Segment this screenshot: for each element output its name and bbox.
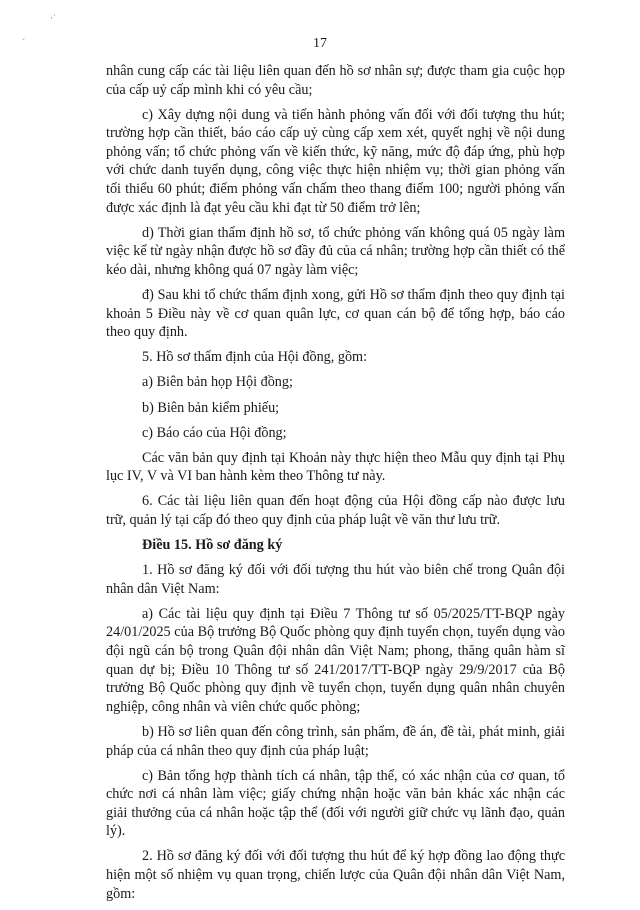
paragraph: đ) Sau khi tổ chức thẩm định xong, gửi Hồ sơ thẩm định theo quy định tại khoản 5 Điều này về cơ quan quân lực, cơ quan cán bộ để tổng hợp, báo cáo theo quy định. [106,287,565,341]
paragraph: 6. Các tài liệu liên quan đến hoạt động của Hội đồng cấp nào được lưu trữ, quản lý tại cấp đó theo quy định của pháp luật về văn thư lưu trữ. [106,493,565,528]
paragraph: 5. Hồ sơ thẩm định của Hội đồng, gồm: [142,349,368,366]
paragraph: a) Biên bản họp Hội đồng; [142,374,293,391]
page-number: 17 [313,36,327,51]
paragraph: b) Biên bản kiểm phiếu; [142,399,280,416]
scan-mark: ˘ [22,37,25,46]
article-heading: Điều 15. Hồ sơ đăng ký [142,537,283,554]
paragraph: c) Báo cáo của Hội đồng; [142,424,287,441]
paragraph: a) Các tài liệu quy định tại Điều 7 Thông tư số 05/2025/TT-BQP ngày 24/01/2025 của Bộ trưởng Bộ Quốc phòng quy định tuyển chọn, tuyển dụng vào đội ngũ cán bộ trong Quân đội nhân dân Việt Nam; phong, thăng quân hàm sĩ quan dự bị; Điều 10 Thông tư số 241/2017/TT-BQP ngày 29/9/2017 của Bộ trưởng Bộ Quốc phòng quy định về tuyển chọn, tuyển dụng quân nhân chuyên nghiệp, công nhân và viên chức quốc phòng; [106,605,565,715]
paragraph: c) Xây dựng nội dung và tiến hành phỏng vấn đối với đối tượng thu hút; trường hợp cần thiết, báo cáo cấp uỷ cùng cấp xem xét, quyết nghị về nội dung phỏng vấn; tổ chức phỏng vấn về kiến thức, kỹ năng, mức độ đáp ứng, phù hợp với chức danh tuyển dụng, công việc thực hiện nhiệm vụ; thời gian phỏng vấn tối thiểu 60 phút; điểm phỏng vấn chấm theo thang điểm 100; người phỏng vấn được xác định là đạt yêu cầu khi đạt từ 50 điểm trở lên; [106,106,565,216]
paragraph: b) Hồ sơ liên quan đến công trình, sản phẩm, đề án, đề tài, phát minh, giải pháp của cá nhân theo quy định của pháp luật; [106,723,565,759]
scan-mark: ·˙ [50,13,56,23]
paragraph: d) Thời gian thẩm định hồ sơ, tổ chức phỏng vấn không quá 05 ngày làm việc kể từ ngày nhận được hồ sơ đầy đủ của cá nhân; trường hợp cần thiết có thể kéo dài, nhưng không quá 07 ngày làm việc; [106,224,565,278]
paragraph: 1. Hồ sơ đăng ký đối với đối tượng thu hút vào biên chế trong Quân đội nhân dân Việt Nam: [106,562,565,597]
paragraph: nhân cung cấp các tài liệu liên quan đến hồ sơ nhân sự; được tham gia cuộc họp của cấp uỷ cấp mình khi có yêu cầu; [106,63,565,98]
paragraph: 2. Hồ sơ đăng ký đối với đối tượng thu hút để ký hợp đồng lao động thực hiện một số nhiệm vụ quan trọng, chiến lược của Quân đội nhân dân Việt Nam, gồm: [106,848,565,902]
document-body [106,62,565,910]
paragraph: Các văn bản quy định tại Khoản này thực hiện theo Mẫu quy định tại Phụ lục IV, V và VI ban hành kèm theo Thông tư này. [106,449,565,485]
paragraph: c) Bản tổng hợp thành tích cá nhân, tập thể, có xác nhận của cơ quan, tổ chức nơi cá nhân làm việc; giấy chứng nhận hoặc văn bản khác xác nhận các giải thưởng của cá nhân hoặc tập thể (đối với người giữ chức vụ lãnh đạo, quản lý). [106,767,565,840]
